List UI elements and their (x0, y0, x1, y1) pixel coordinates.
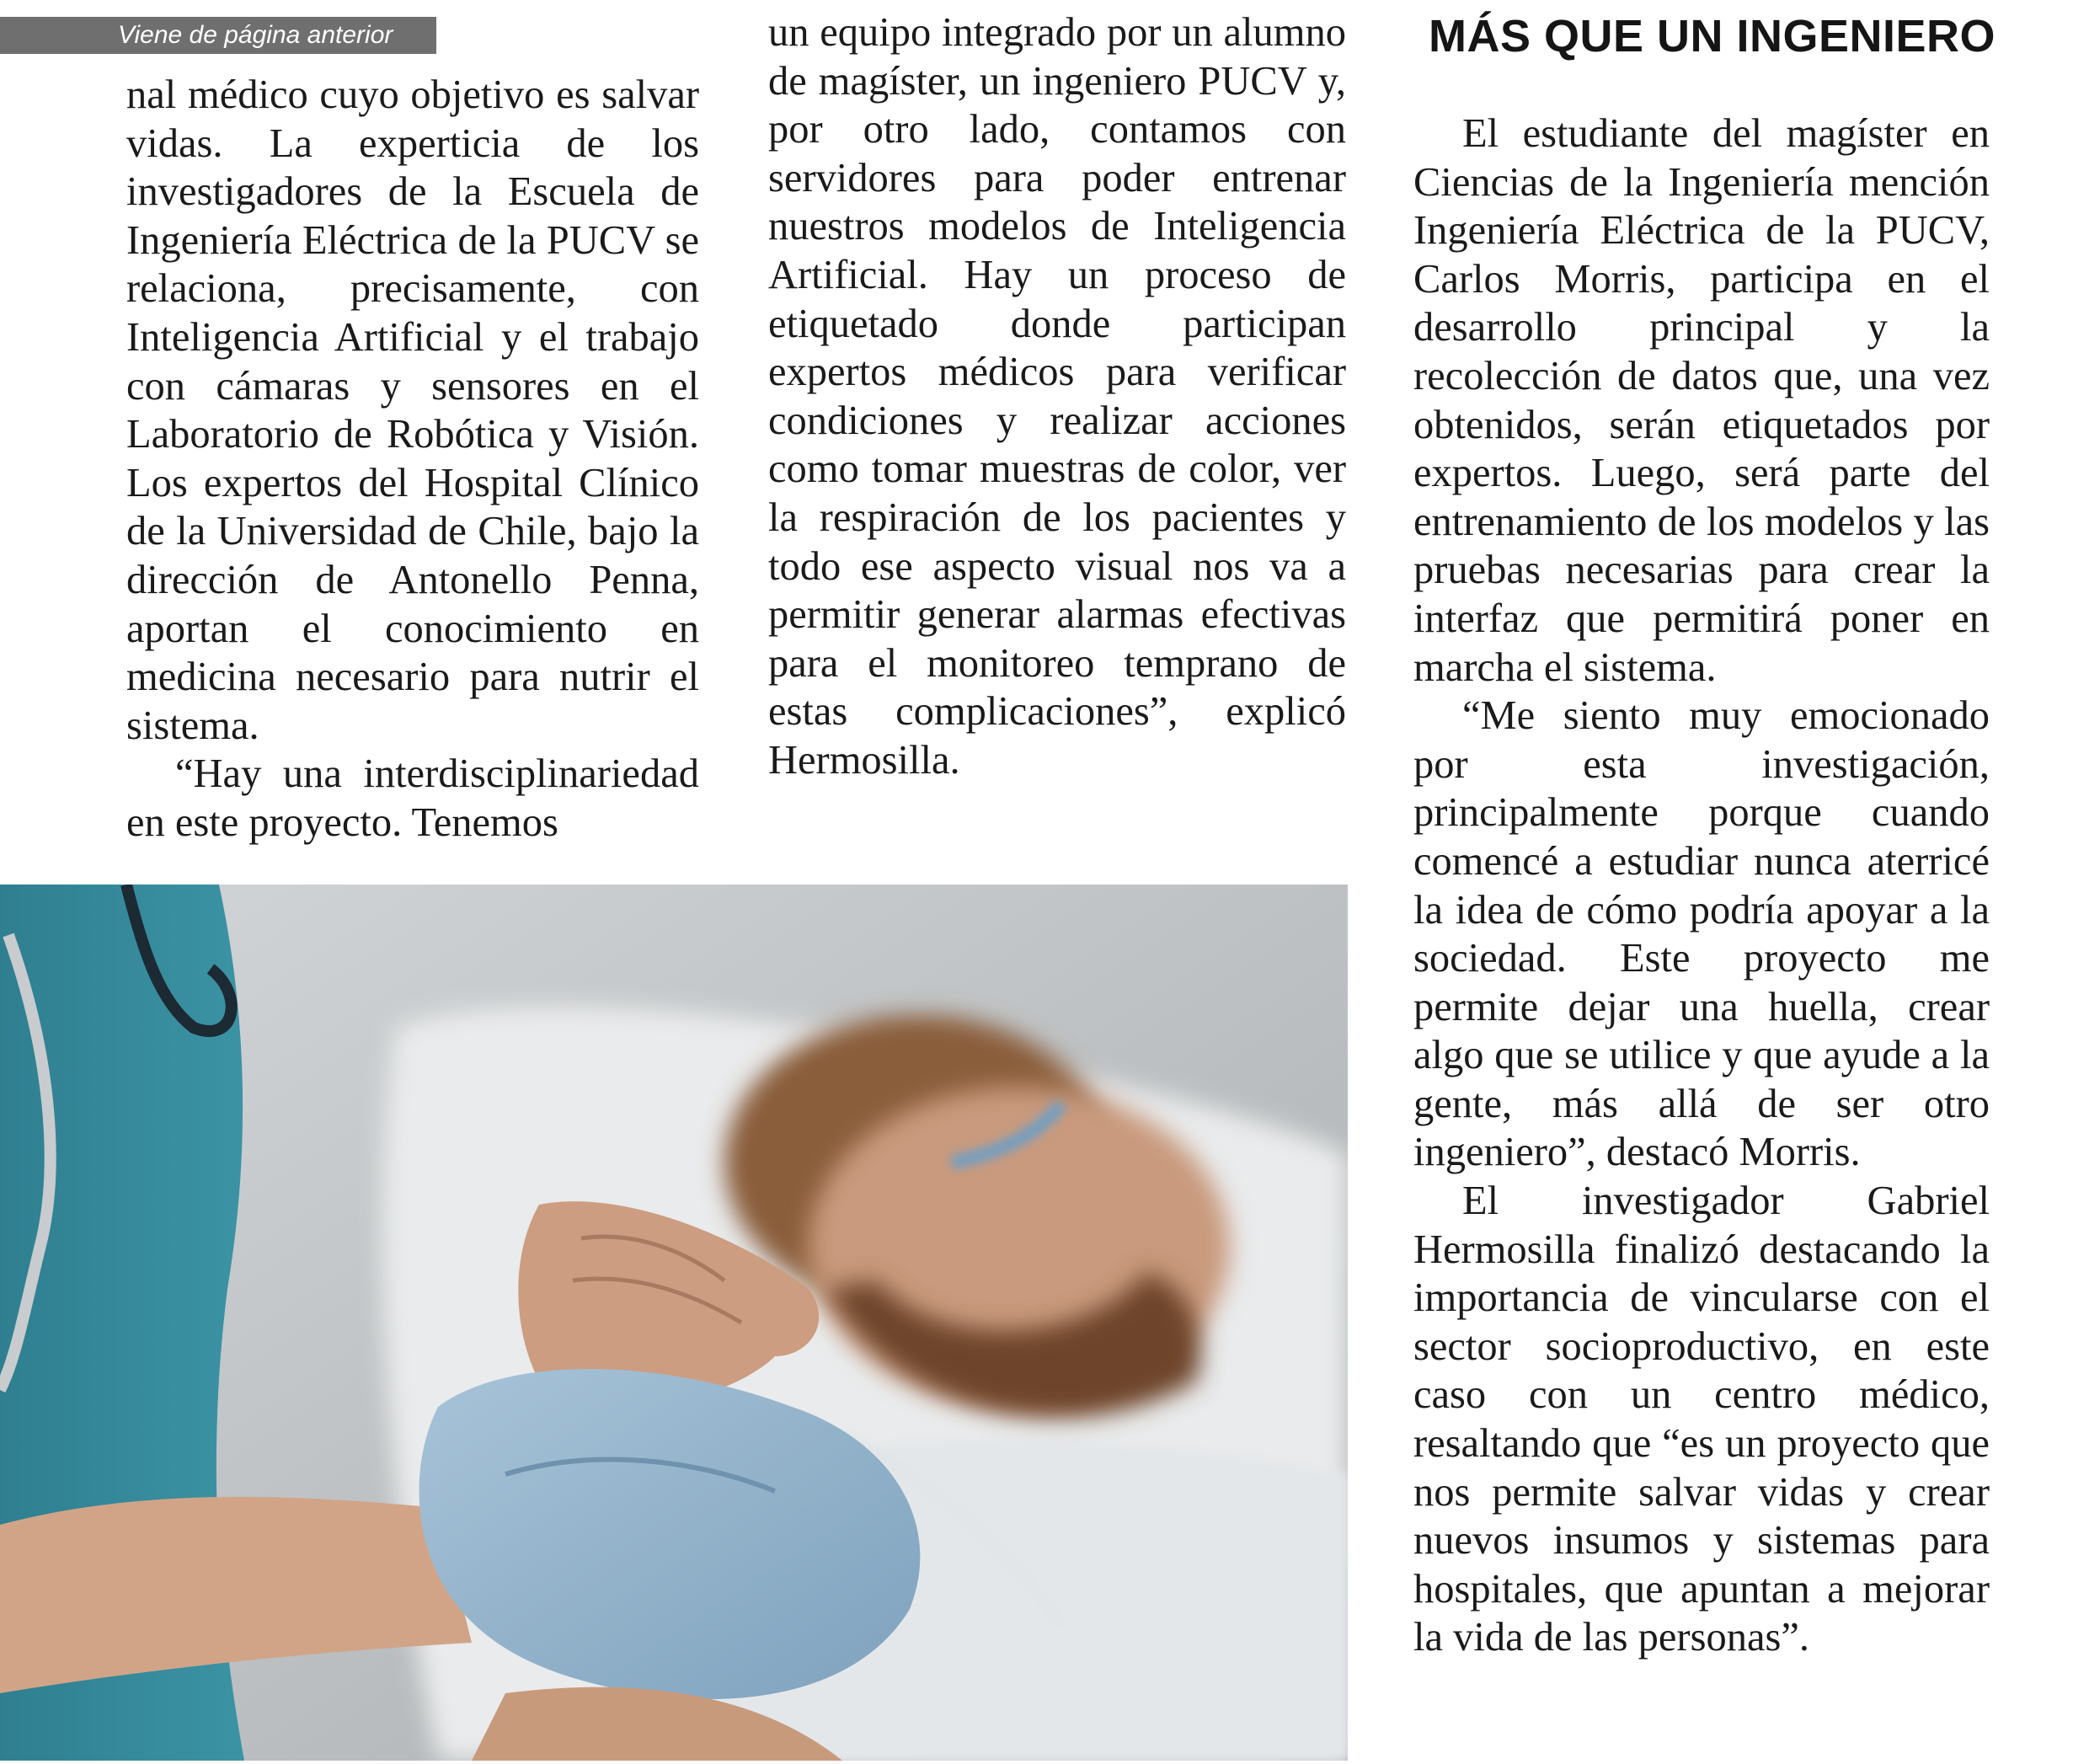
article-column-3 (1413, 110, 1990, 1662)
column3-paragraph-2: “Me siento muy emocionado por esta investigación, principalmente porque cuando comencé a estudiar nunca aterricé la idea de cómo podría apoyar a la sociedad. Este proyecto me permite dejar una huella, crear algo que se utilice y que ayude a la gente, más allá de ser otro ingeniero”, destacó Morris. (1413, 693, 1990, 1175)
column3-paragraph-3: El investigador Gabriel Hermosilla finalizó destacando la importancia de vincularse con el sector socioproductivo, en este caso con un centro médico, resaltando que “es un proyecto que nos permite salvar vidas y crear nuevos insumos y sistemas para hospitales, que apuntan a mejorar la vida de las personas”. (1413, 1179, 1990, 1660)
column1-paragraph-2: “Hay una interdisciplinariedad en este proyecto. Tenemos (126, 751, 699, 845)
article-photo (0, 885, 1348, 1761)
section-heading: MÁS QUE UN INGENIERO (1429, 11, 1996, 61)
column1-paragraph-1: nal médico cuyo objetivo es salvar vidas. La experticia de los investigadores de la Escuela de Ingeniería Eléctrica de la PUCV se relaciona, precisamente, con Inteligencia Artificial y el trabajo con cámaras y sensores en el Laboratorio de Robótica y Visión. Los expertos del Hospital Clínico de la Universidad de Chile, bajo la dirección de Antonello Penna, aportan el conocimiento en medicina necesario para nutrir el sistema. (126, 72, 699, 748)
article-column-1 (126, 71, 699, 847)
photo-illustration (0, 885, 1348, 1761)
continuation-tag: Viene de página anterior (0, 17, 436, 54)
column3-paragraph-1: El estudiante del magíster en Ciencias de la Ingeniería mención Ingeniería Eléctrica de la PUCV, Carlos Morris, participa en el desarrollo principal y la recolección de datos que, una vez obtenidos, serán etiquetados por expertos. Luego, será parte del entrenamiento de los modelos y las pruebas necesarias para crear la interfaz que permitirá poner en marcha el sistema. (1413, 111, 1990, 690)
article-column-2 (768, 8, 1346, 785)
column2-paragraph-1: un equipo integrado por un alumno de magíster, un ingeniero PUCV y, por otro lado, contamos con servidores para poder entrenar nuestros modelos de Inteligencia Artificial. Hay un proceso de etiquetado donde participan expertos médicos para verificar condiciones y realizar acciones como tomar muestras de color, ver la respiración de los pacientes y todo ese aspecto visual nos va a permitir generar alarmas efectivas para el monitoreo temprano de estas complicaciones”, explicó Hermosilla. (768, 10, 1346, 783)
